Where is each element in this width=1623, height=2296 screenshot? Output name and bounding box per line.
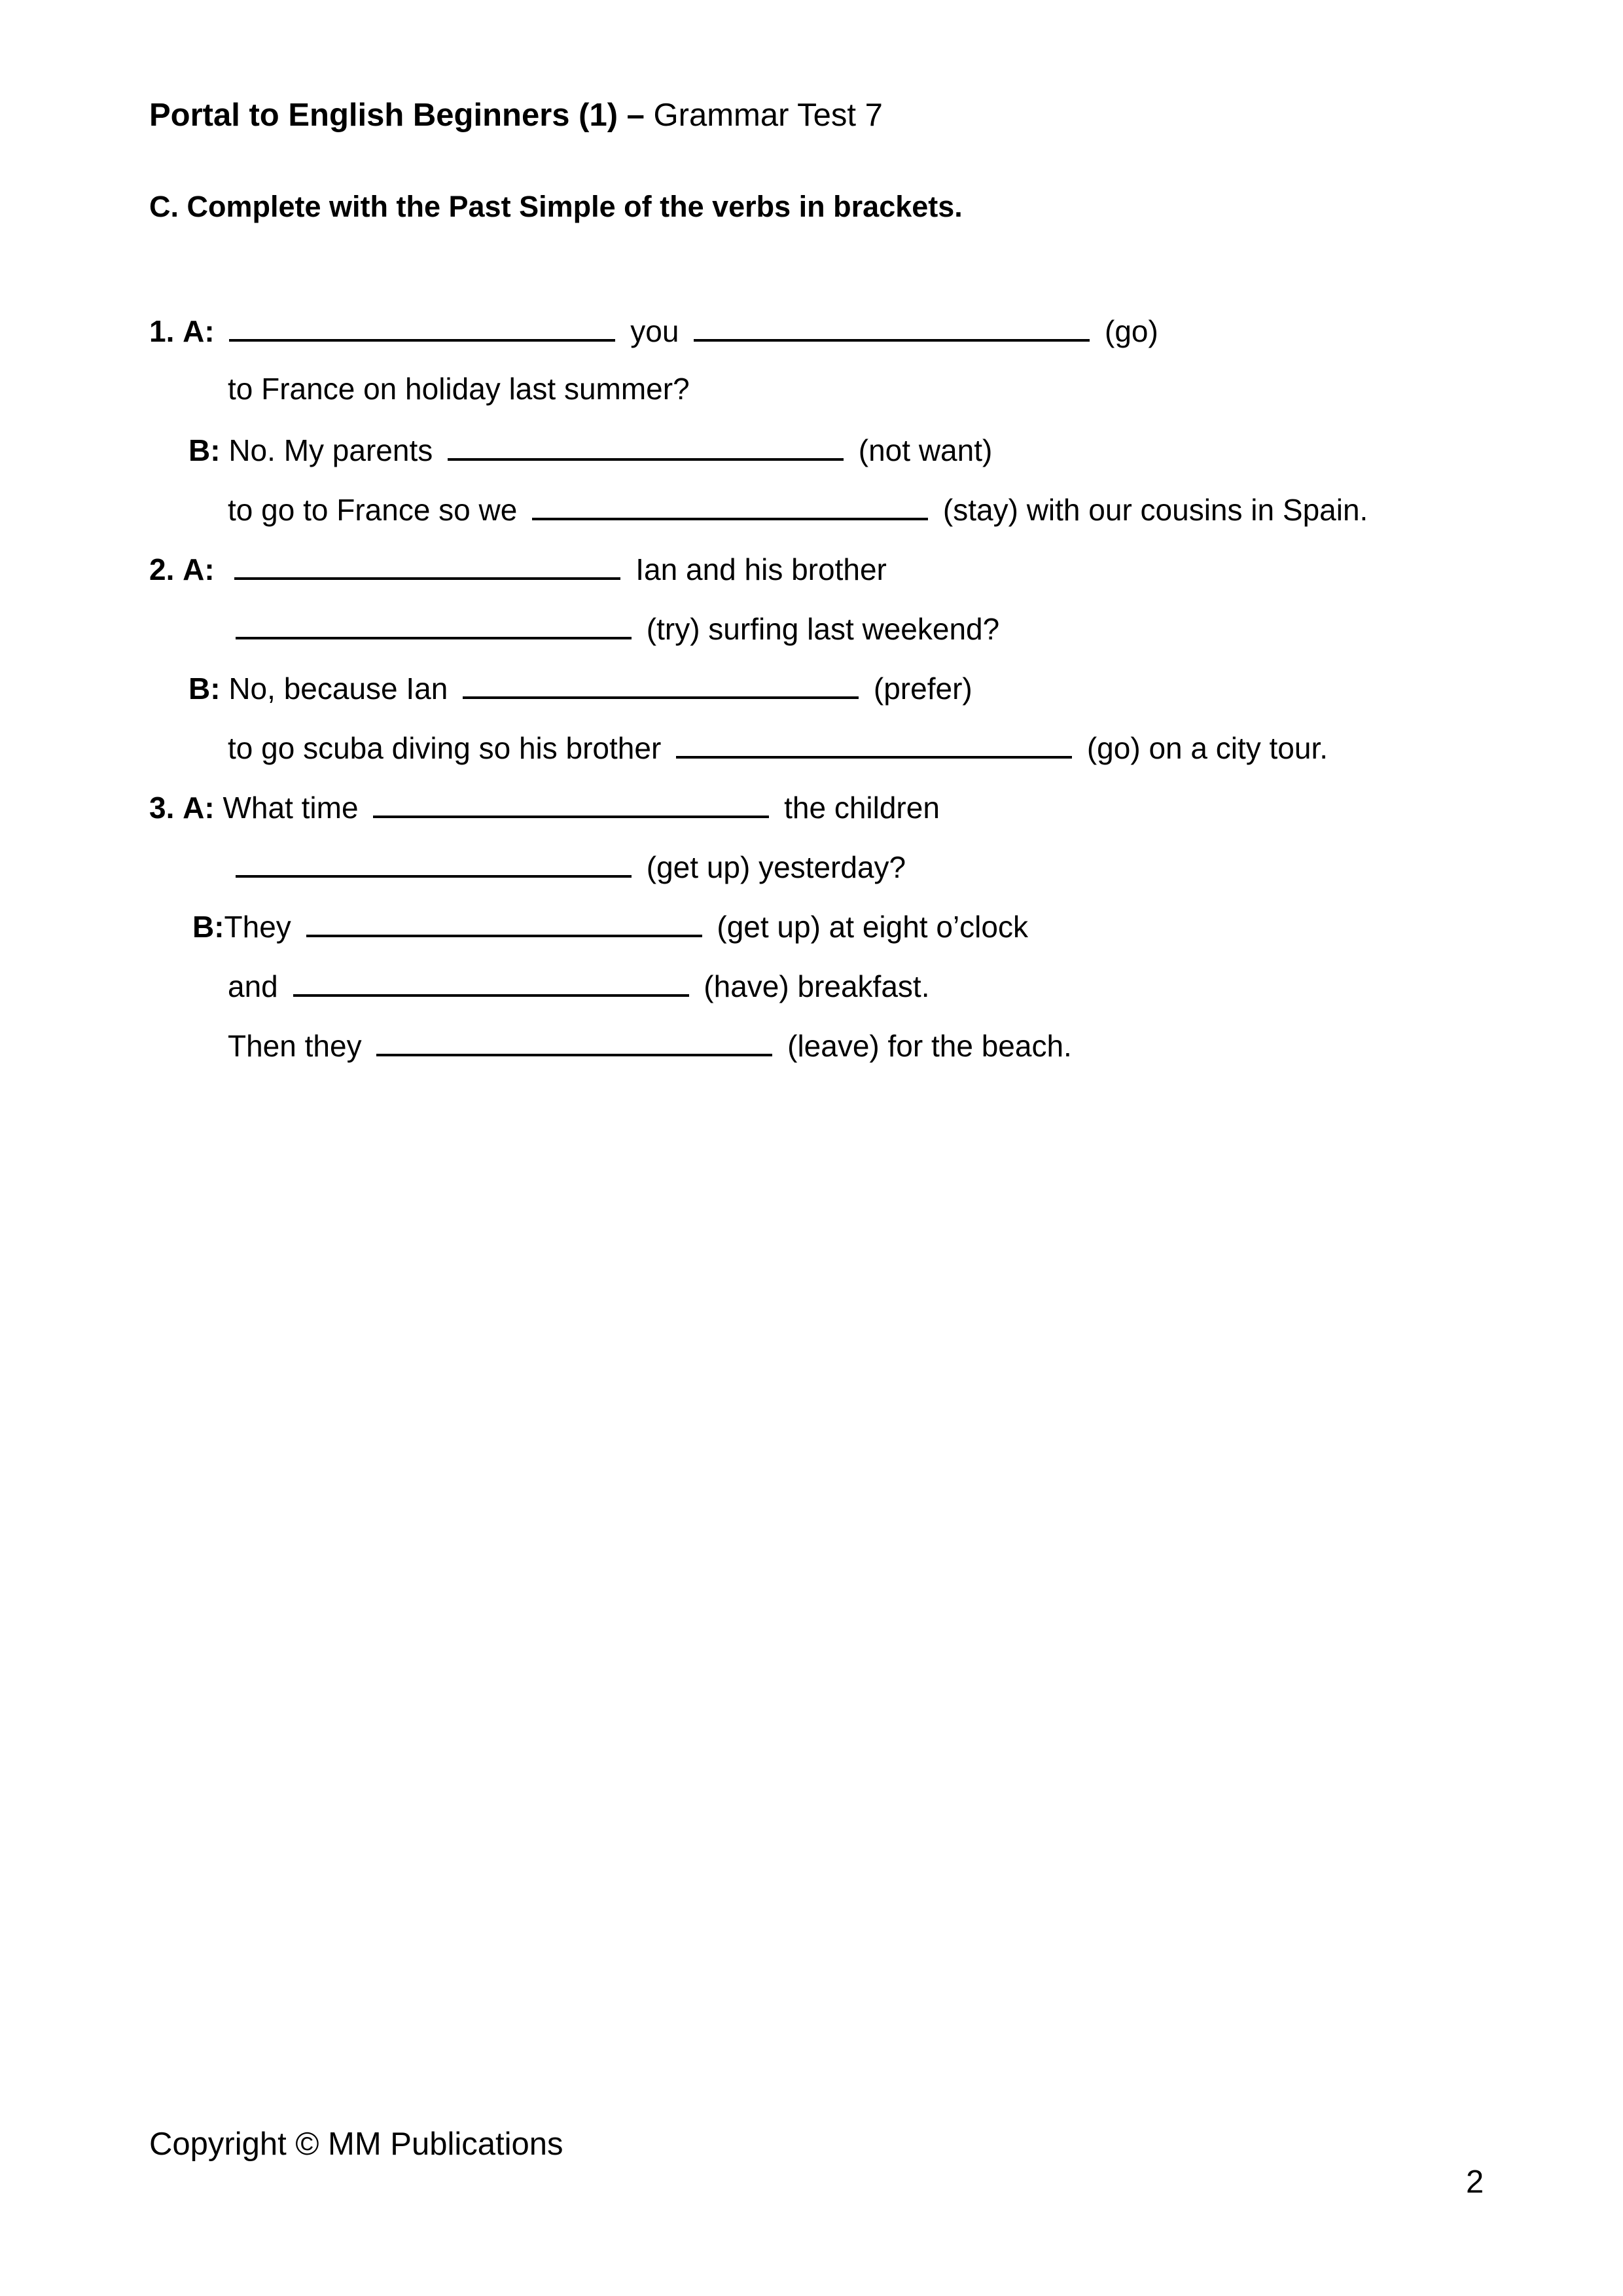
answer-blank[interactable] [532, 493, 928, 520]
sentence-text: What time [214, 791, 367, 825]
item-3-line-2 [230, 850, 906, 882]
title-bold: Portal to English Beginners (1) – [149, 98, 645, 133]
copyright-notice: Copyright © MM Publications [149, 2126, 563, 2162]
answer-blank[interactable] [463, 672, 859, 699]
item-2-line-1 [149, 552, 887, 584]
speaker-label: B: [188, 433, 221, 467]
item-3-line-1 [149, 791, 940, 823]
sentence-text: (go) on a city tour. [1079, 731, 1329, 765]
sentence-text: (try) surfing last weekend? [638, 612, 1000, 646]
item-3-line-5 [228, 1029, 1072, 1061]
answer-blank[interactable] [676, 731, 1072, 759]
answer-blank[interactable] [306, 910, 702, 937]
verb-hint: (go) [1096, 314, 1158, 348]
answer-blank[interactable] [236, 612, 632, 639]
answer-blank[interactable] [293, 969, 689, 997]
item-1-line-1 [149, 314, 1158, 346]
sentence-text: (get up) at eight o’clock [708, 910, 1028, 944]
speaker-label: B: [192, 910, 224, 944]
sentence-text: (get up) yesterday? [638, 850, 906, 884]
speaker-label: B: [188, 672, 221, 706]
sentence-text: No, because Ian [220, 672, 457, 706]
item-number: 2. [149, 552, 175, 586]
answer-blank[interactable] [229, 314, 615, 342]
item-2-line-3 [188, 672, 972, 704]
answer-blank[interactable] [373, 791, 769, 818]
title-normal: Grammar Test 7 [644, 98, 883, 133]
sentence-text: to go to France so we [228, 493, 526, 527]
item-2-line-2 [230, 612, 999, 644]
page-title [149, 99, 883, 132]
item-1-line-3 [188, 433, 992, 465]
answer-blank[interactable] [376, 1029, 772, 1056]
page-number: 2 [1466, 2164, 1484, 2200]
verb-hint: (not want) [850, 433, 993, 467]
sentence-text: (have) breakfast. [695, 969, 930, 1003]
sentence-text: the children [776, 791, 940, 825]
item-3-line-4 [228, 969, 929, 1001]
sentence-text: They [224, 910, 300, 944]
sentence-text: and [228, 969, 287, 1003]
speaker-label: A: [183, 552, 215, 586]
answer-blank[interactable] [694, 314, 1090, 342]
sentence-text: (stay) with our cousins in Spain. [935, 493, 1368, 527]
speaker-label: A: [183, 314, 215, 348]
item-2-line-4 [228, 731, 1328, 763]
item-number: 3. [149, 791, 175, 825]
sentence-text: Ian and his brother [627, 552, 887, 586]
item-number: 1. [149, 314, 175, 348]
sentence-text: you [622, 314, 688, 348]
answer-blank[interactable] [234, 552, 620, 580]
item-1-line-2: to France on holiday last summer? [228, 372, 690, 406]
sentence-text: Then they [228, 1029, 370, 1063]
item-1-line-4 [228, 493, 1368, 525]
sentence-text: No. My parents [220, 433, 441, 467]
speaker-label: A: [183, 791, 215, 825]
verb-hint: (prefer) [865, 672, 972, 706]
sentence-text: (leave) for the beach. [779, 1029, 1072, 1063]
item-3-line-3 [192, 910, 1028, 942]
sentence-text: to go scuba diving so his brother [228, 731, 670, 765]
answer-blank[interactable] [448, 433, 844, 461]
section-instruction: C. Complete with the Past Simple of the verbs in brackets. [149, 190, 963, 223]
answer-blank[interactable] [236, 850, 632, 878]
